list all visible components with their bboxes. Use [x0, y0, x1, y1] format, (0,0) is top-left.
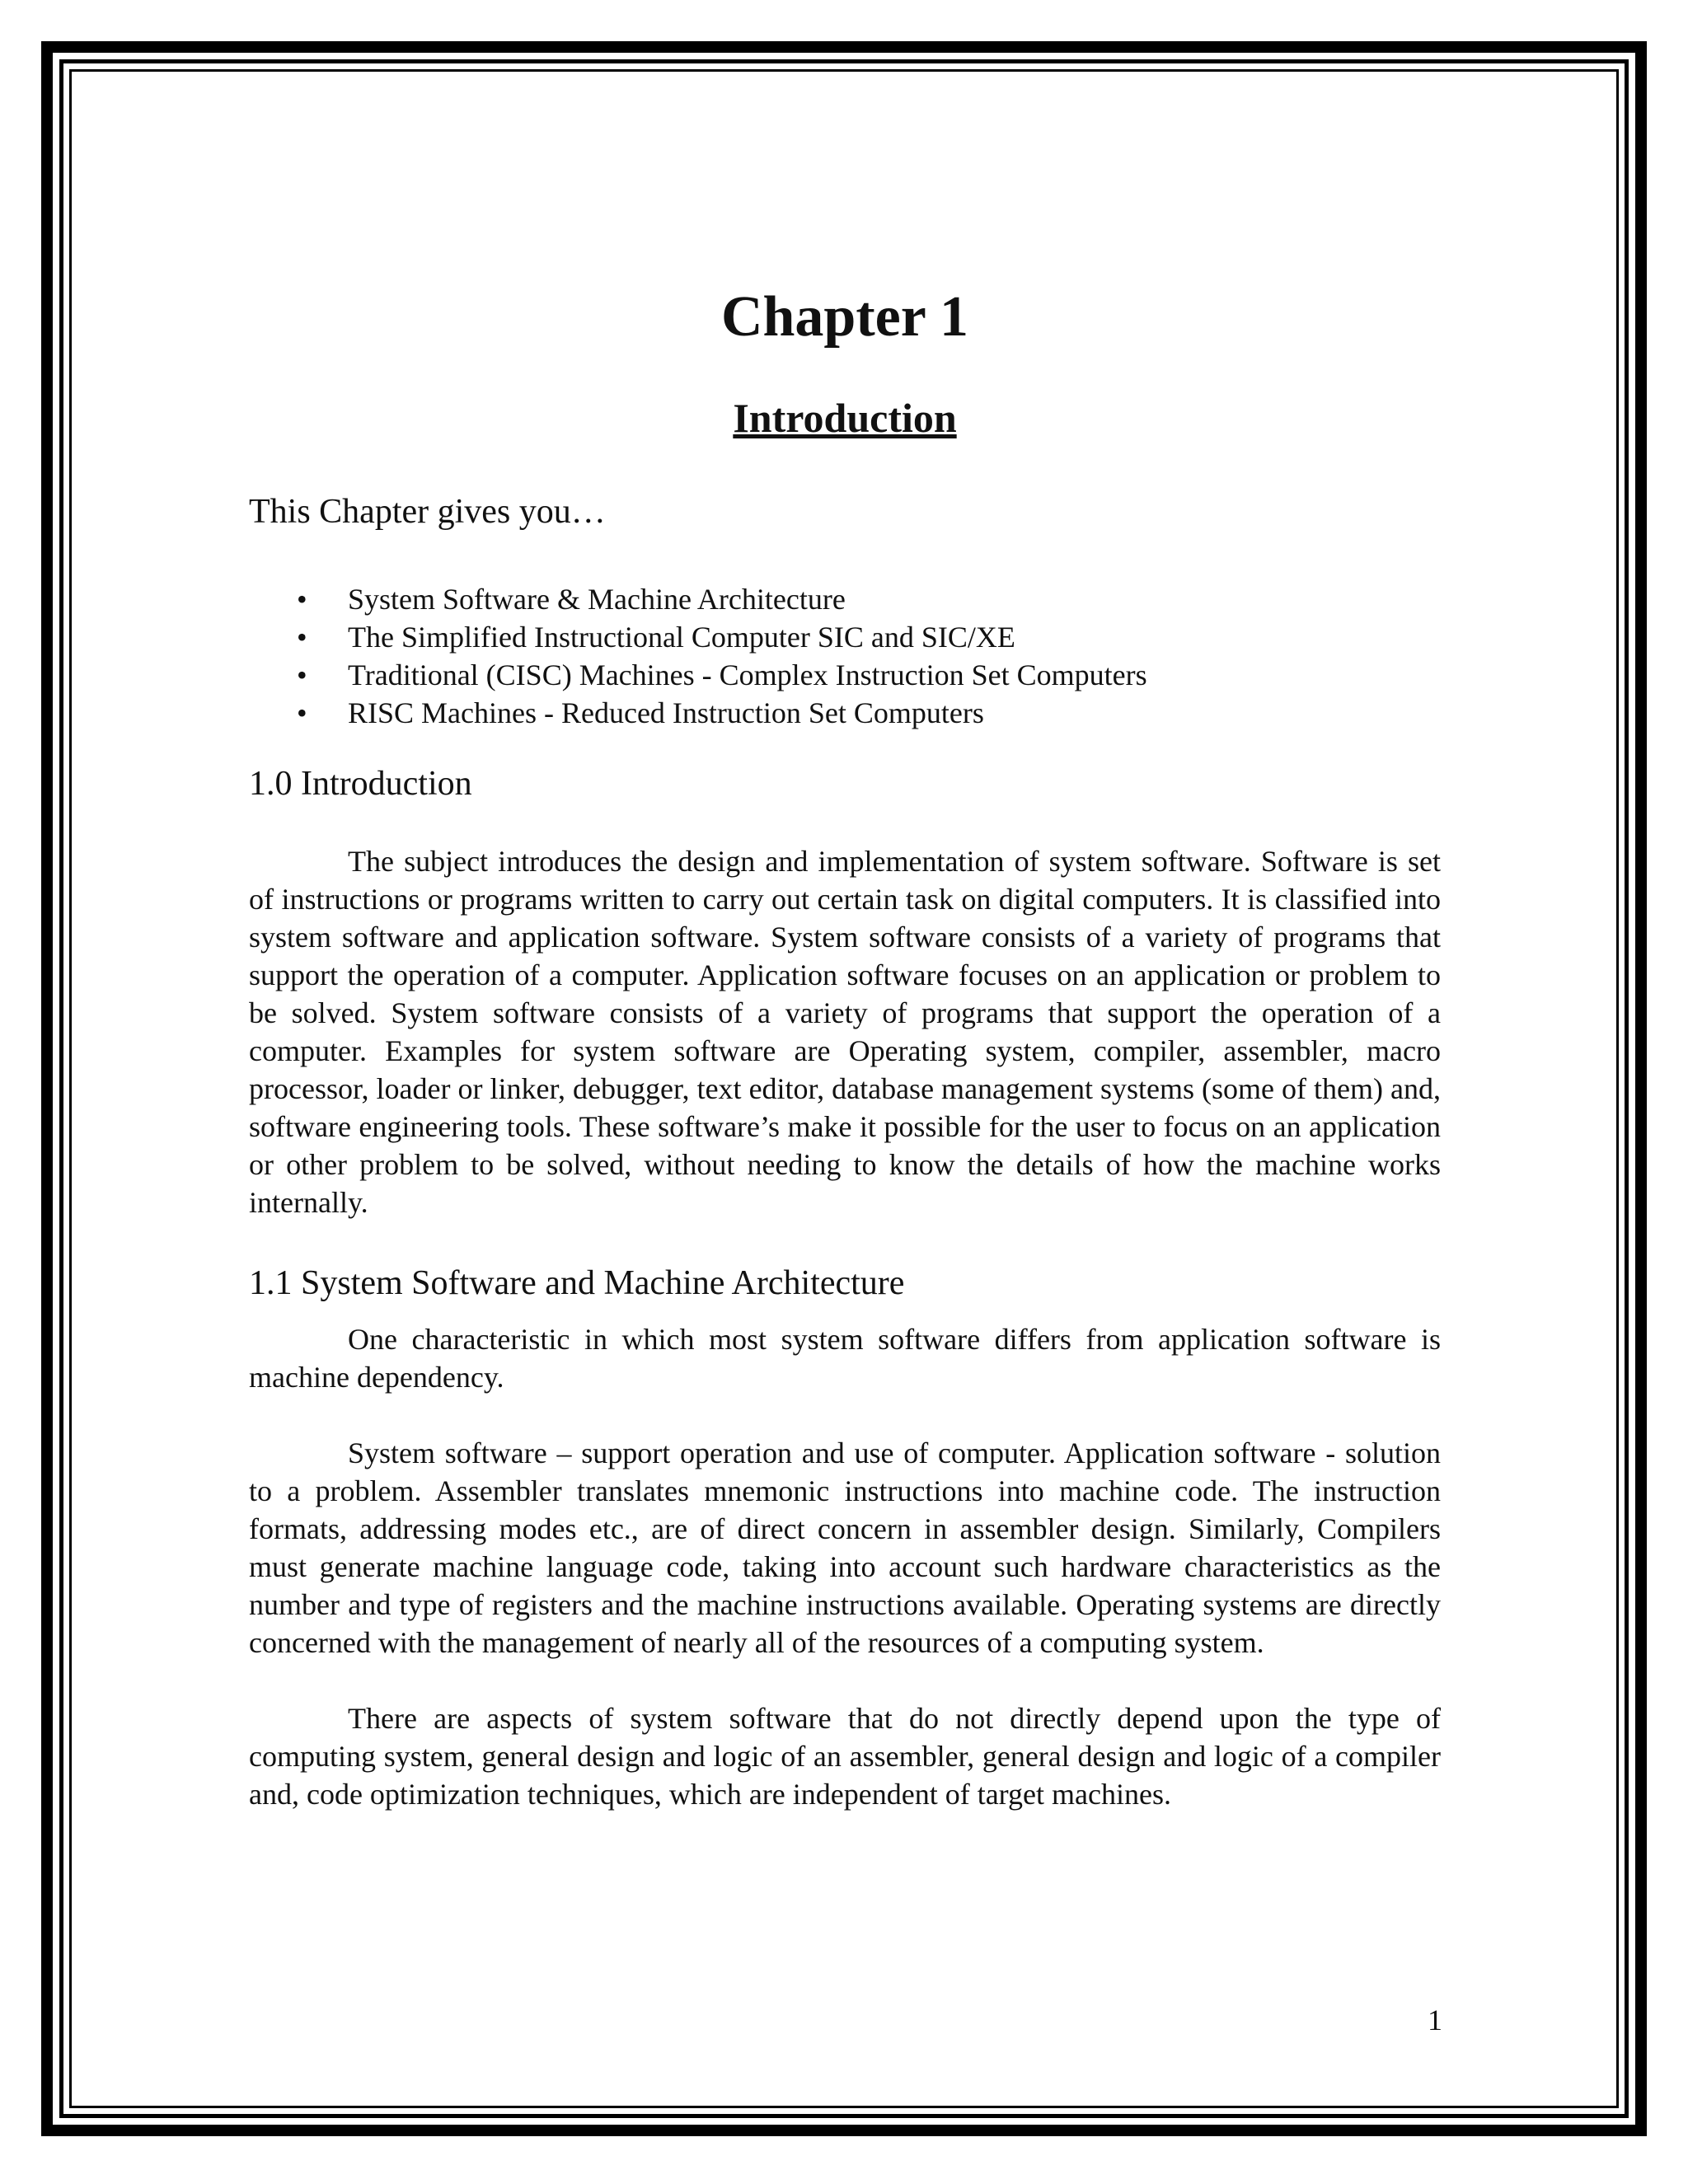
bullet-icon: •: [297, 583, 307, 616]
paragraph-system-vs-application: System software – support operation and use of computer. Application software - solution to a problem. Assembler translates mnemonic instructions into machine code. The instruction formats, addressing modes etc., are of direct concern in assembler design. Similarly, Compilers must generate machine language code, taking into account such hardware characteristics as the number and type of registers and the machine instructions available. Operating systems are directly concerned with the management of nearly all of the resources of a computing system.: [249, 1436, 1441, 1660]
bullet-icon: •: [297, 658, 307, 691]
list-item-text: RISC Machines - Reduced Instruction Set Computers: [348, 696, 984, 729]
chapter-topics-list: [249, 580, 1441, 732]
chapter-subtitle: Introduction: [733, 395, 957, 441]
list-item: [249, 618, 1441, 656]
paragraph-machine-independent-aspects: There are aspects of system software that do not directly depend upon the type of computing system, general design and logic of an assembler, general design and logic of a compiler and, code optimization techniques, which are independent of target machines.: [249, 1702, 1441, 1811]
list-item-text: The Simplified Instructional Computer SIC and SIC/XE: [348, 621, 1015, 654]
section-heading-system-software: 1.1 System Software and Machine Architecture: [249, 1264, 905, 1303]
list-item-text: Traditional (CISC) Machines - Complex Instruction Set Computers: [348, 658, 1147, 691]
paragraph-machine-dependency: One characteristic in which most system software differs from application software is machine dependency.: [249, 1323, 1441, 1394]
section-heading-introduction: 1.0 Introduction: [249, 765, 472, 803]
list-item-text: System Software & Machine Architecture: [348, 583, 846, 616]
list-item: [249, 580, 1441, 618]
bullet-icon: •: [297, 696, 307, 729]
chapter-lead: This Chapter gives you…: [249, 493, 606, 531]
list-item: [249, 694, 1441, 732]
chapter-title: Chapter 1: [720, 285, 969, 349]
list-item: [249, 656, 1441, 694]
page-number: 1: [1428, 2004, 1442, 2036]
paragraph-introduction: The subject introduces the design and implementation of system software. Software is set of instructions or programs written to carry out certain task on digital computers. It is classified into system software and application software. System software consists of a variety of programs that support the operation of a computer. Application software focuses on an application or problem to be solved. System software consists of a variety of programs that support the operation of a computer. Examples for system software are Operating system, compiler, assembler, macro processor, loader or linker, debugger, text editor, database management systems (some of them) and, software engineering tools. These software’s make it possible for the user to focus on an application or other problem to be solved, without needing to know the details of how the machine works internally.: [249, 845, 1441, 1220]
bullet-icon: •: [297, 621, 307, 654]
page-content: [249, 285, 1441, 1813]
